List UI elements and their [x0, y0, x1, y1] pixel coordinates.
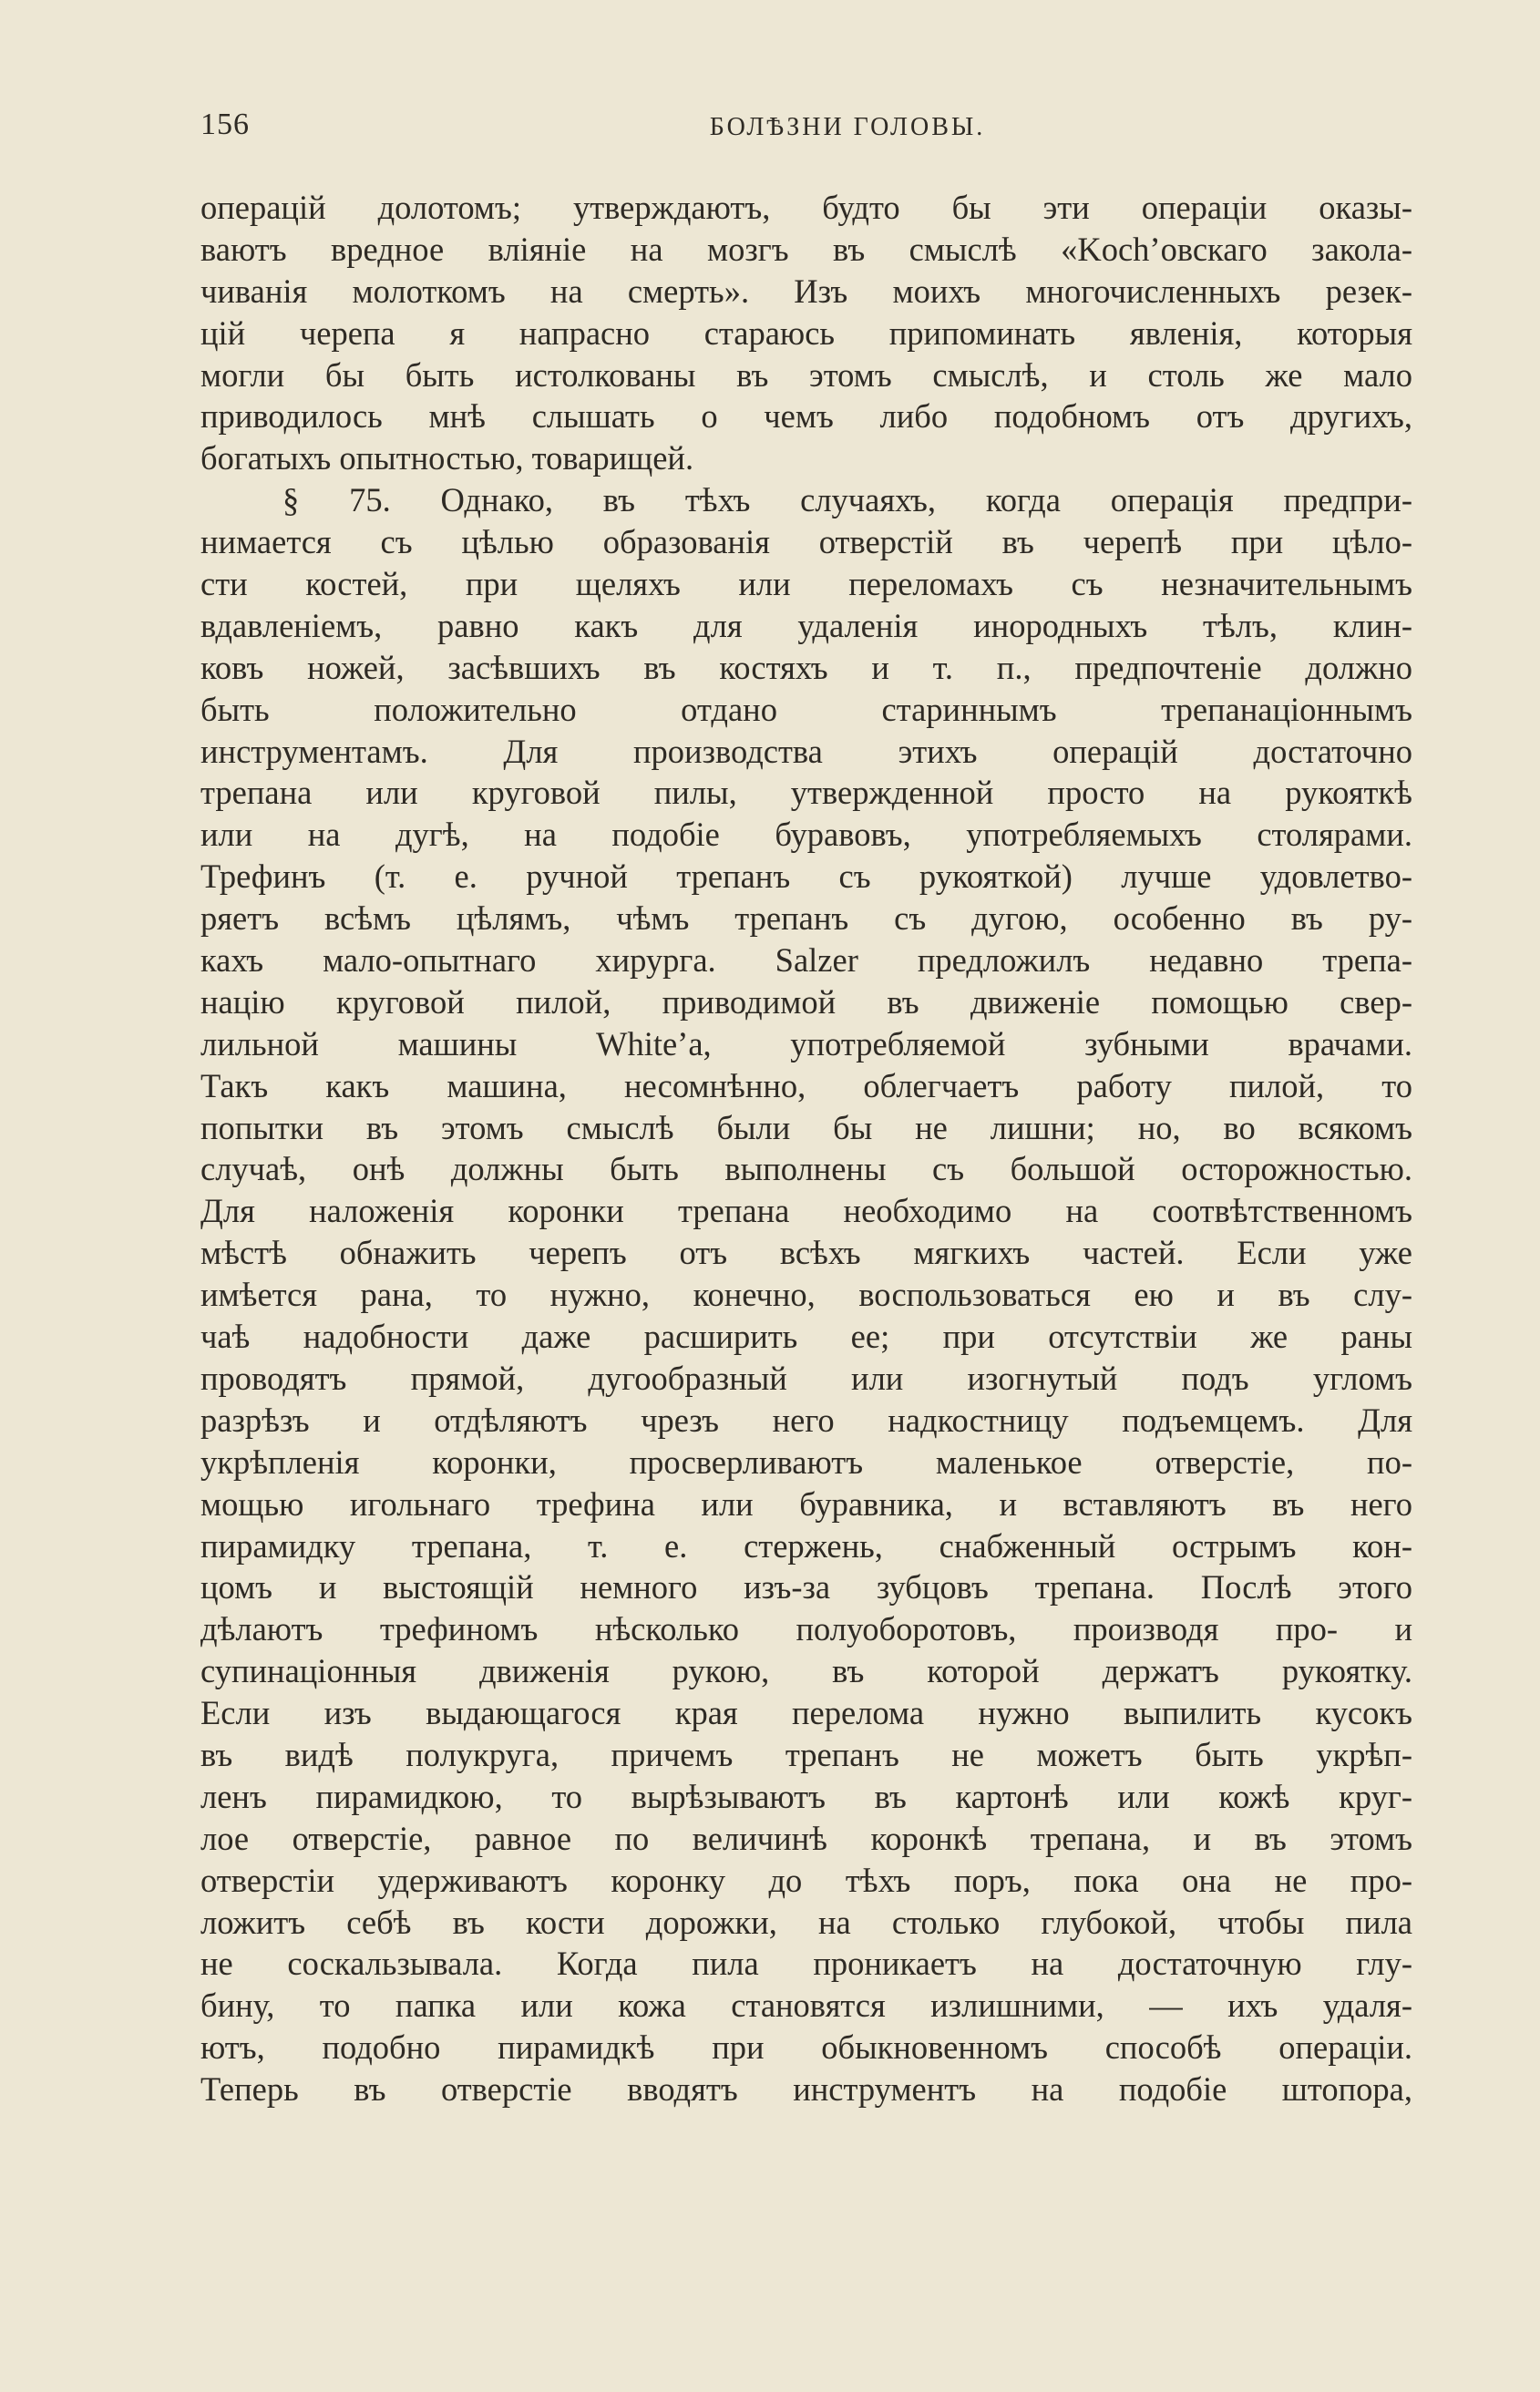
text-line: могли бы быть истолкованы въ этомъ смыслѣ, и столь же мало	[200, 355, 1412, 394]
text-line: случаѣ, онѣ должны быть выполнены съ большой осторожностью.	[200, 1150, 1412, 1188]
section-75-start: § 75. Однако, въ тѣхъ случаяхъ, когда операція предпри-	[282, 481, 1412, 519]
text-line: операцій долотомъ; утверждаютъ, будто бы эти операціи оказы-	[200, 189, 1412, 226]
text-line: имѣется рана, то нужно, конечно, воспользоваться ею и въ слу-	[200, 1276, 1412, 1314]
body-text	[200, 187, 1412, 2110]
page-number: 156	[200, 108, 250, 141]
text-line: нимается съ цѣлью образованія отверстій въ черепѣ при цѣло-	[200, 523, 1412, 561]
text-line: Теперь въ отверстіе вводятъ инструментъ на подобіе штопора,	[200, 2070, 1412, 2109]
text-line: богатыхъ опытностью, товарищей.	[200, 439, 694, 477]
text-line: націю круговой пилой, приводимой въ движеніе помощью свер-	[200, 982, 1412, 1021]
text-line: лое отверстіе, равное по величинѣ коронкѣ трепана, и въ этомъ	[200, 1819, 1412, 1857]
text-line: проводятъ прямой, дугообразный или изогнутый подъ угломъ	[200, 1359, 1412, 1397]
text-line: пирамидку трепана, т. е. стержень, снабженный острымъ кон-	[200, 1526, 1412, 1565]
text-line: ленъ пирамидкою, то вырѣзываютъ въ картонѣ или кожѣ круг-	[200, 1777, 1412, 1815]
text-line: Трефинъ (т. е. ручной трепанъ съ рукояткой) лучше удовлетво-	[200, 857, 1412, 896]
text-line: вдавленіемъ, равно какъ для удаленія инородныхъ тѣлъ, клин-	[200, 606, 1412, 644]
text-line: Такъ какъ машина, несомнѣнно, облегчаетъ работу пилой, то	[200, 1066, 1412, 1104]
text-line: не соскальзывала. Когда пила проникаетъ на достаточную глу-	[200, 1945, 1412, 1983]
text-line: супинаціонныя движенія рукою, въ которой держатъ рукоятку.	[200, 1652, 1412, 1690]
text-line: укрѣпленія коронки, просверливаютъ маленькое отверстіе, по-	[200, 1442, 1412, 1481]
running-head: БОЛѢЗНИ ГОЛОВЫ.	[709, 113, 986, 141]
text-line: быть положительно отдано стариннымъ трепанаціоннымъ	[200, 690, 1412, 728]
text-line: лильной машины White’а, употребляемой зубными врачами.	[200, 1024, 1412, 1063]
text-line: бину, то папка или кожа становятся излишними, — ихъ удаля-	[200, 1986, 1412, 2025]
text-line: попытки въ этомъ смыслѣ были бы не лишни; но, во всякомъ	[200, 1108, 1412, 1146]
text-line: чаѣ надобности даже расширить ее; при отсутствіи же раны	[200, 1318, 1412, 1356]
text-line: или на дугѣ, на подобіе буравовъ, употребляемыхъ столярами.	[200, 816, 1412, 854]
text-line: мощью игольнаго трефина или буравника, и вставляютъ въ него	[200, 1484, 1412, 1523]
text-line: ряетъ всѣмъ цѣлямъ, чѣмъ трепанъ съ дугою, особенно въ ру-	[200, 899, 1412, 938]
text-line: кахъ мало-опытнаго хирурга. Salzer предложилъ недавно трепа-	[200, 941, 1412, 980]
text-line: ложитъ себѣ въ кости дорожки, на столько глубокой, чтобы пила	[200, 1903, 1412, 1941]
text-line: цомъ и выстоящій немного изъ-за зубцовъ трепана. Послѣ этого	[200, 1568, 1412, 1607]
text-line: сти костей, при щеляхъ или переломахъ съ незначительнымъ	[200, 565, 1412, 603]
text-line: Для наложенія коронки трепана необходимо на соотвѣтственномъ	[200, 1192, 1412, 1230]
text-line: трепана или круговой пилы, утвержденной просто на рукояткѣ	[200, 774, 1412, 812]
text-line: мѣстѣ обнажить черепъ отъ всѣхъ мягкихъ частей. Если уже	[200, 1234, 1412, 1272]
text-line: ковъ ножей, засѣвшихъ въ костяхъ и т. п., предпочтеніе должно	[200, 648, 1412, 686]
text-line: инструментамъ. Для производства этихъ операцій достаточно	[200, 732, 1412, 770]
text-line: ютъ, подобно пирамидкѣ при обыкновенномъ способѣ операціи.	[200, 2028, 1412, 2067]
text-line: чиванія молоткомъ на смерть». Изъ моихъ многочисленныхъ резек-	[200, 272, 1412, 310]
text-line: цій черепа я напрасно стараюсь припоминать явленія, которыя	[200, 313, 1412, 352]
text-line: ваютъ вредное вліяніе на мозгъ въ смыслѣ «Koch’овскаго закола-	[200, 230, 1412, 268]
text-line: дѣлаютъ трефиномъ нѣсколько полуоборотовъ, производя про- и	[200, 1610, 1412, 1648]
text-line: отверстіи удерживаютъ коронку до тѣхъ поръ, пока она не про-	[200, 1861, 1412, 1899]
text-line: въ видѣ полукруга, причемъ трепанъ не можетъ быть укрѣп-	[200, 1735, 1412, 1773]
text-line: приводилось мнѣ слышать о чемъ либо подобномъ отъ другихъ,	[200, 397, 1412, 436]
text-line: Если изъ выдающагося края перелома нужно выпилить кусокъ	[200, 1694, 1412, 1732]
text-line: разрѣзъ и отдѣляютъ чрезъ него надкостницу подъемцемъ. Для	[200, 1401, 1412, 1439]
page-header	[200, 108, 1412, 153]
